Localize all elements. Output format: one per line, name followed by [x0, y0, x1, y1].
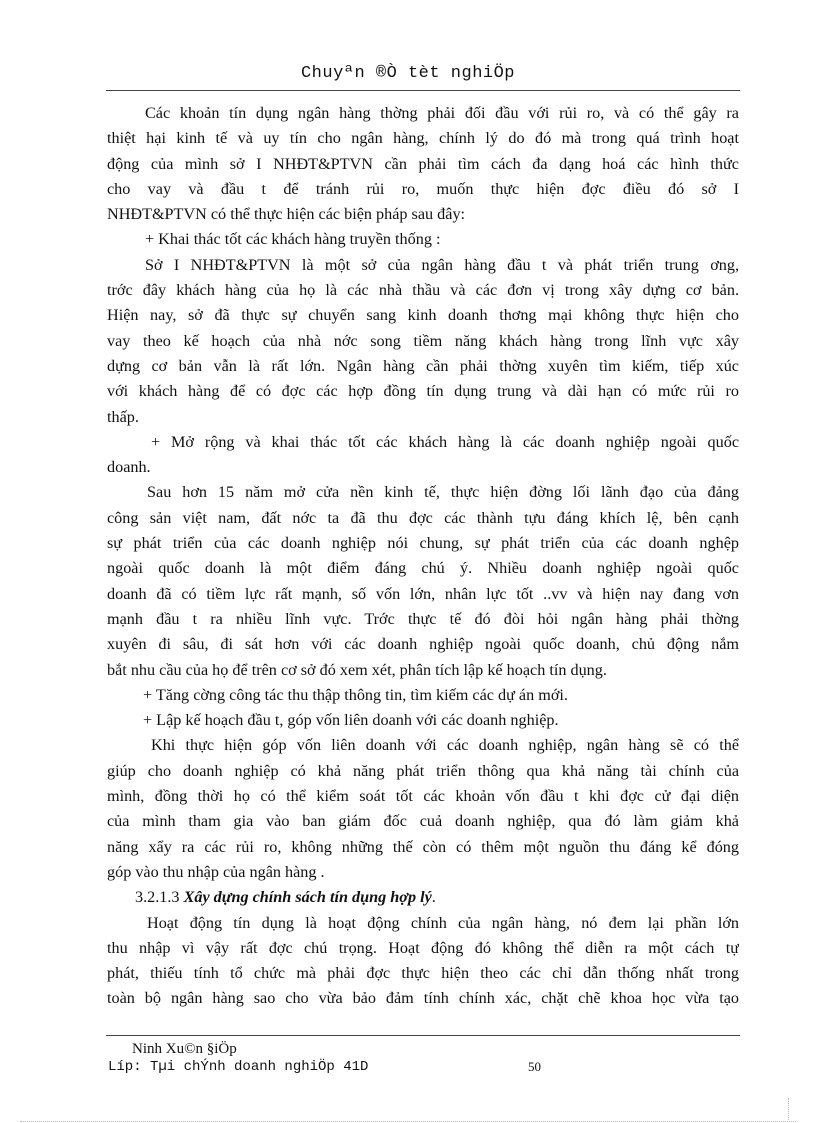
- body-line: mình, đồng thời họ có thể kiểm soát tốt các khoản vốn đầu t khi đợc cử đại diện: [107, 787, 739, 806]
- body-line: toàn bộ ngân hàng sao cho vừa bảo đảm tính chính xác, chặt chẽ khoa học vừa tạo: [107, 989, 739, 1008]
- page-corner-marker: [788, 1098, 789, 1120]
- bullet-line: + Tăng cờng công tác thu thập thông tin, tìm kiếm các dự án mới.: [143, 685, 568, 704]
- body-line: mạnh đầu t ra nhiều lĩnh vực. Trớc thực tế đó đòi hỏi ngân hàng phải thờng: [107, 609, 739, 628]
- body-line: của mình tham gia vào ban giám đốc cuả doanh nghiệp, qua đó làm giảm khả: [107, 812, 739, 831]
- body-line: doanh.: [107, 458, 151, 477]
- body-line: trớc đây khách hàng của họ là các nhà thầu và các đơn vị trong xây dựng cơ bản.: [107, 281, 739, 300]
- page-edge-divider: [20, 1121, 796, 1122]
- body-line: NHĐT&PTVN có thể thực hiện các biện pháp sau đây:: [107, 205, 466, 224]
- body-line: Sau hơn 15 năm mở cửa nền kinh tế, thực hiện đờng lối lãnh đạo của đảng: [147, 483, 739, 502]
- footer-class: Líp: Tµi chÝnh doanh nghiÖp 41D: [108, 1059, 369, 1075]
- body-line: vay theo kế hoạch của nhà nớc song tiềm năng khách hàng trong lĩnh vực xây: [107, 331, 739, 350]
- section-period: .: [431, 888, 436, 907]
- body-line: dựng cơ bản vẫn là rất lớn. Ngân hàng cần phải thờng xuyên tìm kiếm, tiếp xúc: [107, 356, 739, 375]
- body-line: thiệt hại kinh tế và uy tín cho ngân hàng, chính lý do đó mà trong quá trình hoạt: [107, 129, 739, 148]
- footer-author: Ninh Xu©n §iÖp: [132, 1041, 237, 1057]
- header-rule: [106, 90, 740, 91]
- body-line: thu nhập vì vậy rất đợc chú trọng. Hoạt động đó không thể diễn ra một cách tự: [107, 938, 739, 957]
- bullet-line: + Mở rộng và khai thác tốt các khách hàng là các doanh nghiệp ngoài quốc: [151, 432, 739, 451]
- section-title: Xây dựng chính sách tín dụng hợp lý: [183, 888, 432, 907]
- body-line: ngoài quốc doanh là một điểm đáng chú ý. Nhiều doanh nghiệp ngoài quốc: [107, 559, 739, 578]
- body-line: Sở I NHĐT&PTVN là một sở của ngân hàng đầu t và phát triển trung ơng,: [145, 255, 739, 274]
- body-line: giúp cho doanh nghiệp có khả năng phát triển thông qua khả năng tài chính của: [107, 761, 739, 780]
- body-line: với khách hàng để có đợc các hợp đồng tín dụng trung và dài hạn có mức rủi ro: [107, 382, 739, 401]
- body-line: Hoạt động tín dụng là hoạt động chính của ngân hàng, nó đem lại phần lớn: [147, 913, 739, 932]
- body-line: công sản việt nam, đất nớc ta đã thu đợc các thành tựu đáng khích lệ, bên cạnh: [107, 508, 739, 527]
- body-line: thấp.: [107, 407, 139, 426]
- body-line: năng xẩy ra các rủi ro, không những thế còn có thêm một nguồn thu đáng kể đóng: [107, 837, 739, 856]
- body-line: doanh đã có tiềm lực rất mạnh, số vốn lớn, nhân lực tốt ..vv và hiện nay đang vơn: [107, 584, 739, 603]
- body-line: Hiện nay, sở đã thực sự chuyển sang kinh doanh thơng mại không thực hiện cho: [107, 306, 739, 325]
- body-line: phát, thiếu tính tổ chức mà phải đợc thực hiện theo các chỉ dẫn thống nhất trong: [107, 964, 739, 983]
- body-line: Khi thực hiện góp vốn liên doanh với các doanh nghiệp, ngân hàng sẽ có thể: [151, 736, 739, 755]
- body-line: bắt nhu cầu của họ để trên cơ sở đó xem xét, phân tích lập kế hoạch tín dụng.: [107, 660, 607, 679]
- body-line: cho vay và đầu t để tránh rủi ro, muốn thực hiện đợc điều đó sở I: [107, 179, 739, 198]
- body-line: xuyên đi sâu, đi sát hơn với các doanh nghiệp ngoài quốc doanh, chủ động nắm: [107, 635, 739, 654]
- bullet-line: + Lập kế hoạch đầu t, góp vốn liên doanh với các doanh nghiệp.: [143, 711, 559, 730]
- bullet-line: + Khai thác tốt các khách hàng truyền thống :: [145, 230, 441, 249]
- body-line: Các khoản tín dụng ngân hàng thờng phải đối đầu với rủi ro, và có thể gây ra: [145, 104, 739, 122]
- page-number: 50: [528, 1059, 541, 1074]
- footer-rule: [106, 1035, 740, 1036]
- body-line: sự phát triển của các doanh nghiệp nói chung, sự phát triển của các doanh nghệp: [107, 534, 739, 553]
- body-line: động của mình sở I NHĐT&PTVN cần phải tìm cách đa dạng hoá các hình thức: [107, 154, 739, 173]
- document-body: [107, 101, 739, 1012]
- section-heading: [107, 885, 739, 910]
- section-number: 3.2.1.3: [135, 888, 184, 907]
- running-header-title: Chuyªn ®Ò tèt nghiÖp: [300, 64, 516, 83]
- body-line: góp vào thu nhập của ngân hàng .: [107, 862, 325, 881]
